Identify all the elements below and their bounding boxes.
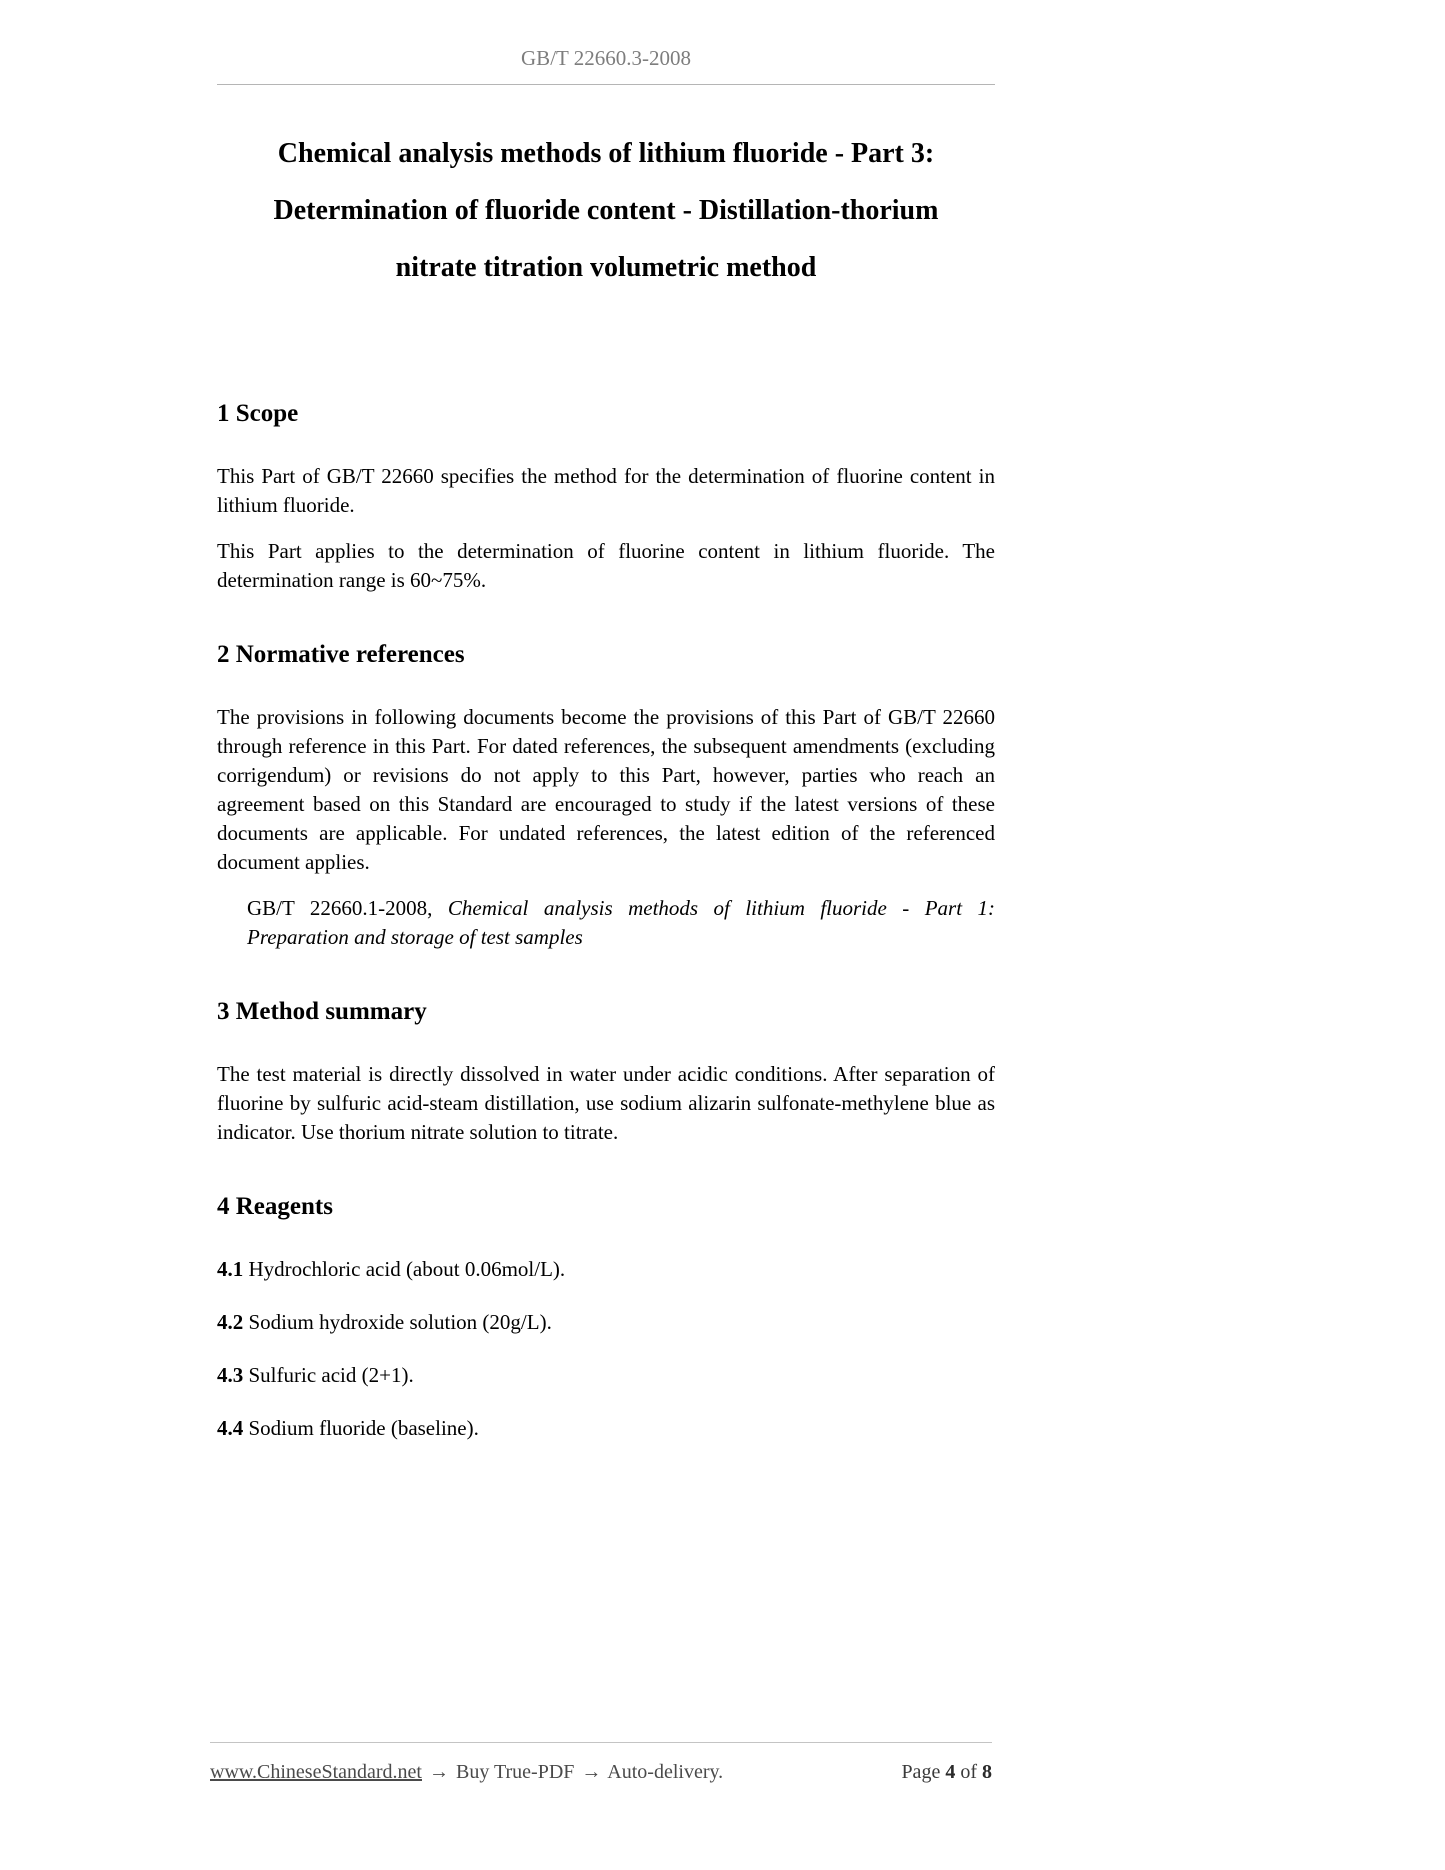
- page-total: 8: [982, 1761, 992, 1783]
- arrow-icon: →: [429, 1761, 449, 1783]
- normative-paragraph-1: The provisions in following documents become the provisions of this Part of GB/T 22660 through reference in this Part. For dated references, the subsequent amendments (excluding corrigendum) or revisions do not apply to this Part, however, parties who reach an agreement based on this Standard are encouraged to study if the latest versions of these documents are applicable. For undated references, the latest edition of the referenced document applies.: [217, 705, 995, 874]
- reagent-number: 4.1: [217, 1257, 244, 1281]
- page-label: Page: [901, 1761, 941, 1783]
- buy-true-pdf-label: Buy True-PDF: [456, 1761, 575, 1783]
- reagent-number: 4.3: [217, 1363, 244, 1387]
- reagent-item-1: [217, 1255, 995, 1284]
- section-heading-method-summary: 3 Method summary: [217, 998, 427, 1025]
- reagent-item-4: [217, 1414, 995, 1443]
- section-heading-normative-references: 2 Normative references: [217, 641, 465, 668]
- document-number: GB/T 22660.3-2008: [521, 46, 691, 70]
- page-indicator: [901, 1761, 992, 1784]
- title-line-3: nitrate titration volumetric method: [395, 252, 817, 283]
- method-paragraph-1: The test material is directly dissolved in water under acidic conditions. After separation of fluorine by sulfuric acid-steam distillation, use sodium alizarin sulfonate-methylene blue as indicator. Use thorium nitrate solution to titrate.: [217, 1062, 995, 1144]
- reference-title: Chemical analysis methods of lithium fluoride - Part 1: Preparation and storage of test samples: [247, 896, 996, 949]
- header-divider: [217, 84, 995, 85]
- auto-delivery-label: Auto-delivery.: [607, 1761, 724, 1783]
- footer-divider: [210, 1742, 992, 1743]
- document-page: [217, 0, 995, 1443]
- page-footer: [210, 1742, 992, 1784]
- reagent-item-3: [217, 1361, 995, 1390]
- footer-links: [210, 1761, 723, 1784]
- arrow-icon: →: [581, 1761, 602, 1783]
- section-heading-scope: 1 Scope: [217, 400, 299, 427]
- scope-paragraph-2: This Part applies to the determination of fluorine content in lithium fluoride. The determination range is 60~75%.: [217, 539, 995, 592]
- reagent-text: Sodium fluoride (baseline).: [248, 1416, 479, 1440]
- title-line-2: Determination of fluoride content - Distillation-thorium: [273, 195, 939, 226]
- reagent-number: 4.4: [217, 1416, 244, 1440]
- chinesestandard-link[interactable]: www.ChineseStandard.net: [210, 1761, 422, 1783]
- reagent-number: 4.2: [217, 1310, 244, 1334]
- reference-number: GB/T 22660.1-2008,: [247, 896, 448, 920]
- reagent-item-2: [217, 1308, 995, 1337]
- section-heading-reagents: 4 Reagents: [217, 1193, 333, 1220]
- reagent-text: Sulfuric acid (2+1).: [248, 1363, 414, 1387]
- reagent-text: Hydrochloric acid (about 0.06mol/L).: [248, 1257, 566, 1281]
- scope-paragraph-1: This Part of GB/T 22660 specifies the method for the determination of fluorine content in lithium fluoride.: [217, 464, 995, 517]
- title-line-1: Chemical analysis methods of lithium fluoride - Part 3:: [277, 138, 935, 169]
- page-current: 4: [945, 1761, 956, 1783]
- reagent-text: Sodium hydroxide solution (20g/L).: [248, 1310, 552, 1334]
- of-label: of: [960, 1761, 977, 1783]
- document-title: [217, 125, 995, 296]
- reference-entry: [217, 894, 995, 952]
